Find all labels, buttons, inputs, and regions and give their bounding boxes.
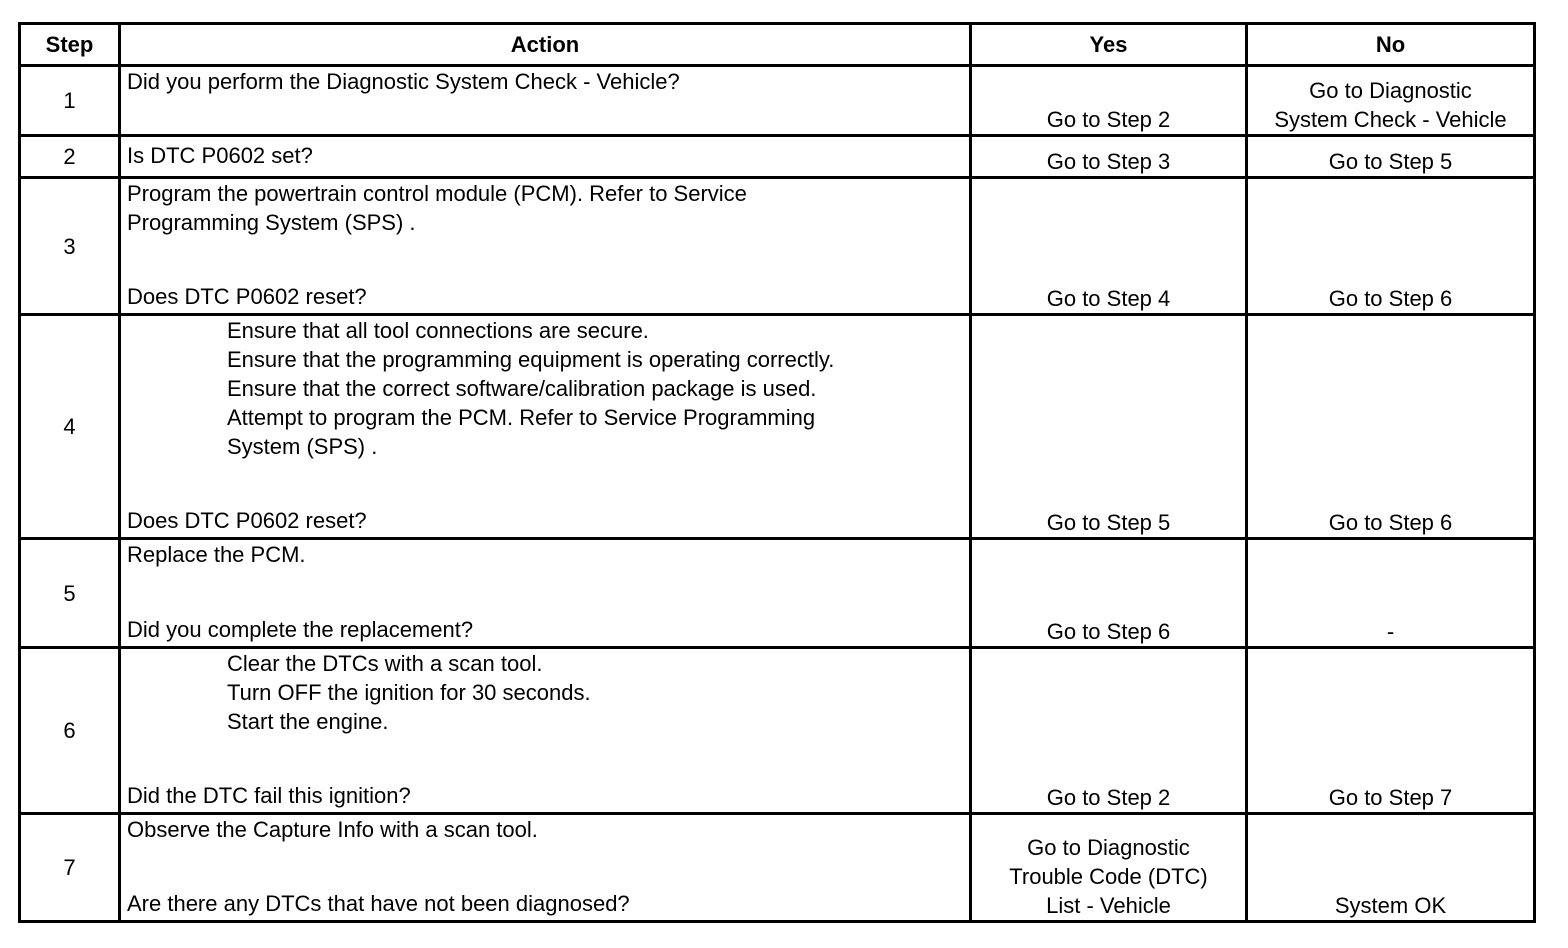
table-row [20,315,1535,539]
yes-line: Go to Step 4 [1046,286,1171,311]
yes-line: Go to Diagnostic [1027,835,1190,860]
yes-line: Go to Step 2 [1046,107,1171,132]
action-line: Replace the PCM. [127,542,306,567]
action-substep: Ensure that all tool connections are secure. [227,318,649,343]
table-row [20,539,1535,648]
table-row [20,66,1535,136]
yes-cell [971,66,1247,136]
yes-cell [971,315,1247,539]
action-question: Does DTC P0602 reset? [127,508,367,533]
action-substep: Start the engine. [227,709,389,734]
no-cell [1247,539,1535,648]
action-question: Did the DTC fail this ignition? [127,783,411,808]
action-cell [120,315,971,539]
action-line: Observe the Capture Info with a scan tool. [127,817,538,842]
table-row [20,814,1535,922]
yes-line: Go to Step 3 [1046,149,1171,174]
action-cell [120,136,971,178]
yes-cell [971,539,1247,648]
action-substep: Ensure that the correct software/calibration package is used. [227,376,817,401]
no-line: System Check - Vehicle [1274,107,1507,132]
yes-line: Go to Step 6 [1046,619,1171,644]
step-number: 2 [20,136,120,178]
step-number: 7 [20,814,120,922]
yes-line: Go to Step 5 [1046,510,1171,535]
header-action: Action [120,24,971,66]
table-row [20,178,1535,315]
yes-line: Trouble Code (DTC) [1009,864,1208,889]
table-row [20,136,1535,178]
action-substep: Ensure that the programming equipment is operating correctly. [227,347,835,372]
action-line: Is DTC P0602 set? [127,143,313,168]
no-line: System OK [1334,893,1447,918]
yes-cell [971,814,1247,922]
action-cell [120,648,971,814]
action-substep: Clear the DTCs with a scan tool. [227,651,543,676]
table-row [20,648,1535,814]
no-cell [1247,66,1535,136]
no-cell [1247,136,1535,178]
action-substep: Turn OFF the ignition for 30 seconds. [227,680,591,705]
step-number: 3 [20,178,120,315]
no-line: Go to Step 6 [1328,286,1453,311]
no-cell [1247,178,1535,315]
yes-cell [971,178,1247,315]
no-cell [1247,648,1535,814]
header-yes: Yes [971,24,1247,66]
step-number: 6 [20,648,120,814]
action-cell [120,66,971,136]
step-number: 4 [20,315,120,539]
yes-line: Go to Step 2 [1046,785,1171,810]
action-cell [120,178,971,315]
action-question: Are there any DTCs that have not been diagnosed? [127,891,630,916]
action-cell [120,539,971,648]
no-cell [1247,814,1535,922]
action-line: Program the powertrain control module (PCM). Refer to Service [127,181,747,206]
no-line: Go to Step 6 [1328,510,1453,535]
action-question: Does DTC P0602 reset? [127,284,367,309]
no-line: - [1386,619,1395,644]
action-line: Did you perform the Diagnostic System Check - Vehicle? [127,69,680,94]
yes-cell [971,648,1247,814]
diagnostic-table [18,22,1536,923]
header-no: No [1247,24,1535,66]
header-step: Step [20,24,120,66]
action-question: Did you complete the replacement? [127,617,474,642]
no-line: Go to Step 5 [1328,149,1453,174]
step-number: 5 [20,539,120,648]
yes-cell [971,136,1247,178]
no-line: Go to Diagnostic [1309,78,1472,103]
header-row [20,24,1535,66]
no-line: Go to Step 7 [1328,785,1453,810]
no-cell [1247,315,1535,539]
action-substep: Attempt to program the PCM. Refer to Service Programming [227,405,816,430]
action-substep: System (SPS) . [227,434,378,459]
step-number: 1 [20,66,120,136]
action-cell [120,814,971,922]
yes-line: List - Vehicle [1046,893,1171,918]
action-line: Programming System (SPS) . [127,210,416,235]
